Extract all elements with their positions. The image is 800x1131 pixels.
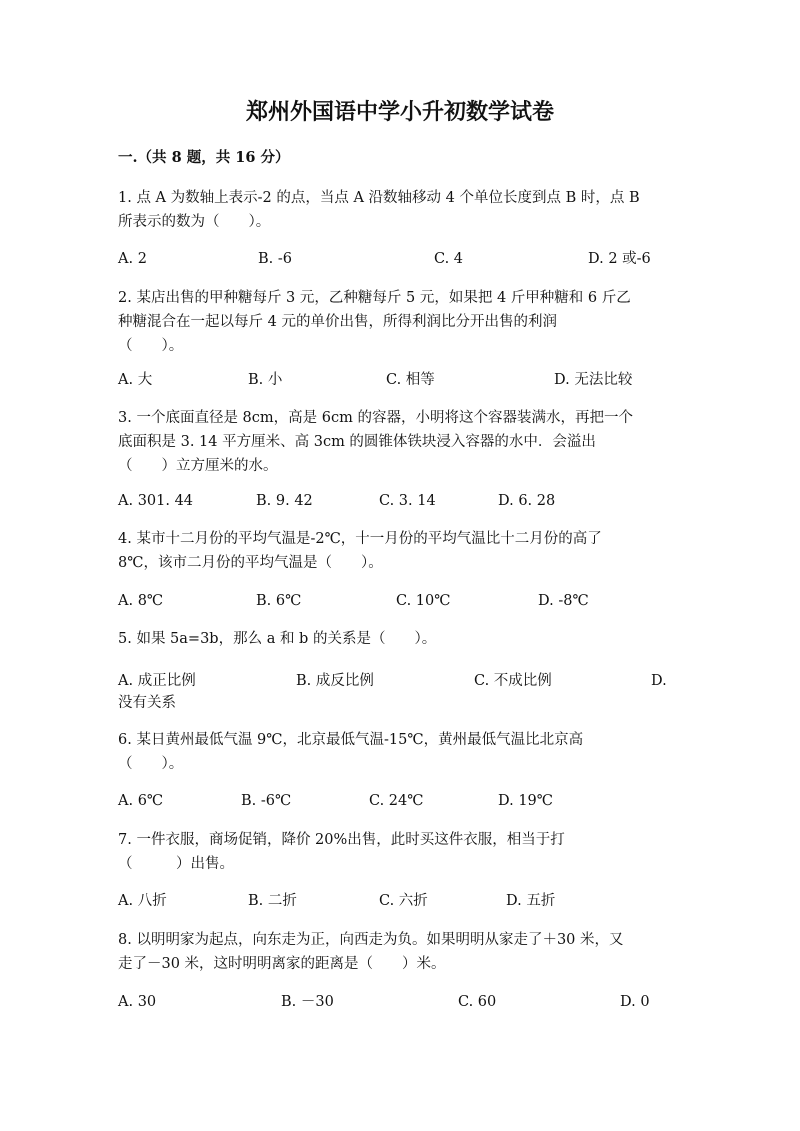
option-c[interactable]: C. 3. 14 xyxy=(379,493,436,509)
question-stem-line: 8℃，该市二月份的平均气温是（ ）。 xyxy=(118,555,383,571)
option-c[interactable]: C. 不成比例 xyxy=(474,673,552,689)
question-stem-line: （ ）立方厘米的水。 xyxy=(118,458,278,474)
option-a[interactable]: A. 2 xyxy=(118,251,147,267)
question-1 xyxy=(118,186,678,234)
option-b[interactable]: B. 6℃ xyxy=(256,593,302,609)
question-8-options xyxy=(118,990,678,1014)
question-stem-line: 种糖混合在一起以每斤 4 元的单价出售，所得利润比分开出售的利润 xyxy=(118,314,557,330)
option-a[interactable]: A. 8℃ xyxy=(118,593,164,609)
question-stem-line: 底面积是 3. 14 平方厘米、高 3cm 的圆锥体铁块浸入容器的水中．会溢出 xyxy=(118,434,596,450)
question-7 xyxy=(118,828,678,876)
option-d[interactable]: D. 五折 xyxy=(506,893,556,909)
question-stem-line: 2. 某店出售的甲种糖每斤 3 元，乙种糖每斤 5 元，如果把 4 斤甲种糖和 6 斤乙 xyxy=(118,290,631,306)
option-d[interactable]: D. 6. 28 xyxy=(498,493,556,509)
option-c[interactable]: C. 24℃ xyxy=(369,793,424,809)
question-5 xyxy=(118,627,678,651)
option-b[interactable]: B. －30 xyxy=(281,994,334,1010)
option-a[interactable]: A. 30 xyxy=(118,994,157,1010)
option-c[interactable]: C. 60 xyxy=(458,994,497,1010)
option-a[interactable]: A. 成正比例 xyxy=(118,673,196,689)
question-stem-line: （ ）。 xyxy=(118,338,184,354)
option-a[interactable]: A. 6℃ xyxy=(118,793,164,809)
question-7-options xyxy=(118,889,678,913)
question-6-options xyxy=(118,789,678,813)
question-4 xyxy=(118,527,678,575)
option-b[interactable]: B. 9. 42 xyxy=(256,493,313,509)
question-stem-line: 6. 某日黄州最低气温 9℃，北京最低气温-15℃，黄州最低气温比北京高 xyxy=(118,732,584,748)
question-1-options xyxy=(118,247,678,271)
question-4-options xyxy=(118,589,678,613)
option-c[interactable]: C. 10℃ xyxy=(396,593,451,609)
question-3-options xyxy=(118,489,678,513)
option-a[interactable]: A. 八折 xyxy=(118,893,167,909)
question-stem-line: 3. 一个底面直径是 8cm，高是 6cm 的容器，小明将这个容器装满水，再把一个 xyxy=(118,410,633,426)
option-b[interactable]: B. 成反比例 xyxy=(296,673,374,689)
option-a[interactable]: A. 301. 44 xyxy=(118,493,194,509)
option-d[interactable]: D. 无法比较 xyxy=(554,372,633,388)
option-d[interactable]: D. 19℃ xyxy=(498,793,553,809)
option-c[interactable]: C. 4 xyxy=(434,251,464,267)
question-stem-line: 8. 以明明家为起点，向东走为正，向西走为负。如果明明从家走了＋30 米，又 xyxy=(118,932,624,948)
question-2 xyxy=(118,286,678,358)
option-c[interactable]: C. 相等 xyxy=(386,372,435,388)
question-stem-line: 1. 点 A 为数轴上表示-2 的点，当点 A 沿数轴移动 4 个单位长度到点 B 时，点 B xyxy=(118,190,640,206)
question-stem-line: 所表示的数为（ ）。 xyxy=(118,214,271,230)
option-b[interactable]: B. -6 xyxy=(258,251,292,267)
option-d[interactable]: D. xyxy=(651,673,667,689)
question-stem-line: 7. 一件衣服，商场促销，降价 20%出售，此时买这件衣服，相当于打 xyxy=(118,832,565,848)
option-b[interactable]: B. 二折 xyxy=(248,893,297,909)
option-c[interactable]: C. 六折 xyxy=(379,893,428,909)
question-5-options xyxy=(118,669,678,717)
option-a[interactable]: A. 大 xyxy=(118,372,153,388)
option-b[interactable]: B. -6℃ xyxy=(241,793,292,809)
question-6 xyxy=(118,728,678,776)
option-d[interactable]: D. 0 xyxy=(620,994,650,1010)
section-heading: 一.（共 8 题，共 16 分） xyxy=(118,149,290,166)
exam-title: 郑州外国语中学小升初数学试卷 xyxy=(245,99,554,125)
question-stem-line: （ ）出售。 xyxy=(118,856,234,872)
option-d[interactable]: D. -8℃ xyxy=(538,593,589,609)
option-b[interactable]: B. 小 xyxy=(248,372,283,388)
question-stem-line: （ ）。 xyxy=(118,756,184,772)
question-2-options xyxy=(118,368,678,392)
question-stem-line: 4. 某市十二月份的平均气温是-2℃，十一月份的平均气温比十二月份的高了 xyxy=(118,531,602,547)
question-8 xyxy=(118,928,678,976)
question-3 xyxy=(118,406,678,478)
question-stem-line: 走了－30 米，这时明明离家的距离是（ ）米。 xyxy=(118,956,446,972)
option-d-continuation: 没有关系 xyxy=(118,695,176,711)
question-stem-line: 5. 如果 5a=3b，那么 a 和 b 的关系是（ ）。 xyxy=(118,631,437,647)
option-d[interactable]: D. 2 或-6 xyxy=(588,251,651,267)
